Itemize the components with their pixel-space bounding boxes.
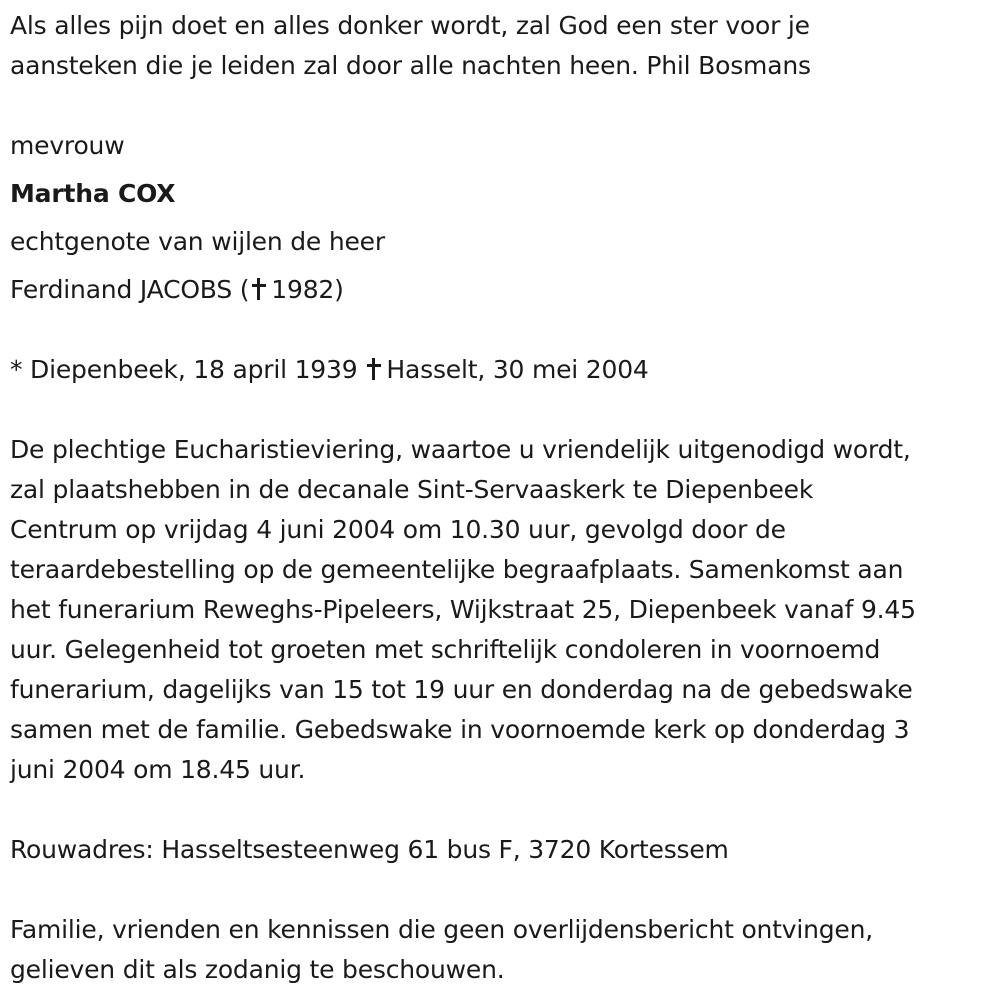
birth-info: * Diepenbeek, 18 april 1939	[10, 355, 358, 384]
ceremony-line: zal plaatshebben in de decanale Sint-Servaaskerk te Diepenbeek	[10, 475, 814, 504]
spouse-line	[10, 270, 344, 310]
ceremony-line: samen met de familie. Gebedswake in voornoemde kerk op donderdag 3	[10, 715, 910, 744]
ceremony-line: uur. Gelegenheid tot groeten met schriftelijk condoleren in voornoemd	[10, 635, 881, 664]
dates-line	[10, 350, 649, 390]
ceremony-line: juni 2004 om 18.45 uur.	[10, 755, 306, 784]
spouse-death-year: 1982)	[271, 275, 344, 304]
relation-text: echtgenote van wijlen de heer	[10, 227, 385, 256]
cross-icon	[252, 278, 266, 300]
spouse-name: Ferdinand JACOBS (	[10, 275, 250, 304]
ceremony-line: funerarium, dagelijks van 15 tot 19 uur en donderdag na de gebedswake	[10, 675, 913, 704]
salutation: mevrouw	[10, 131, 125, 160]
ceremony-line: het funerarium Reweghs-Pipeleers, Wijkstraat 25, Diepenbeek vanaf 9.45	[10, 595, 916, 624]
ceremony-line: De plechtige Eucharistieviering, waartoe u vriendelijk uitgenodigd wordt,	[10, 435, 911, 464]
notice-line-1: Familie, vrienden en kennissen die geen overlijdensbericht ontvingen,	[10, 915, 874, 944]
deceased-name: Martha COX	[10, 179, 176, 208]
death-info: Hasselt, 30 mei 2004	[386, 355, 649, 384]
ceremony-line: Centrum op vrijdag 4 juni 2004 om 10.30 uur, gevolgd door de	[10, 515, 786, 544]
mourning-address: Rouwadres: Hasseltsesteenweg 61 bus F, 3720 Kortessem	[10, 835, 729, 864]
cross-icon	[367, 358, 381, 380]
notice-line-2: gelieven dit als zodanig te beschouwen.	[10, 955, 505, 984]
ceremony-line: teraardebestelling op de gemeentelijke begraafplaats. Samenkomst aan	[10, 555, 904, 584]
quote-line-1: Als alles pijn doet en alles donker wordt, zal God een ster voor je	[10, 11, 810, 40]
quote-line-2: aansteken die je leiden zal door alle nachten heen. Phil Bosmans	[10, 51, 811, 80]
